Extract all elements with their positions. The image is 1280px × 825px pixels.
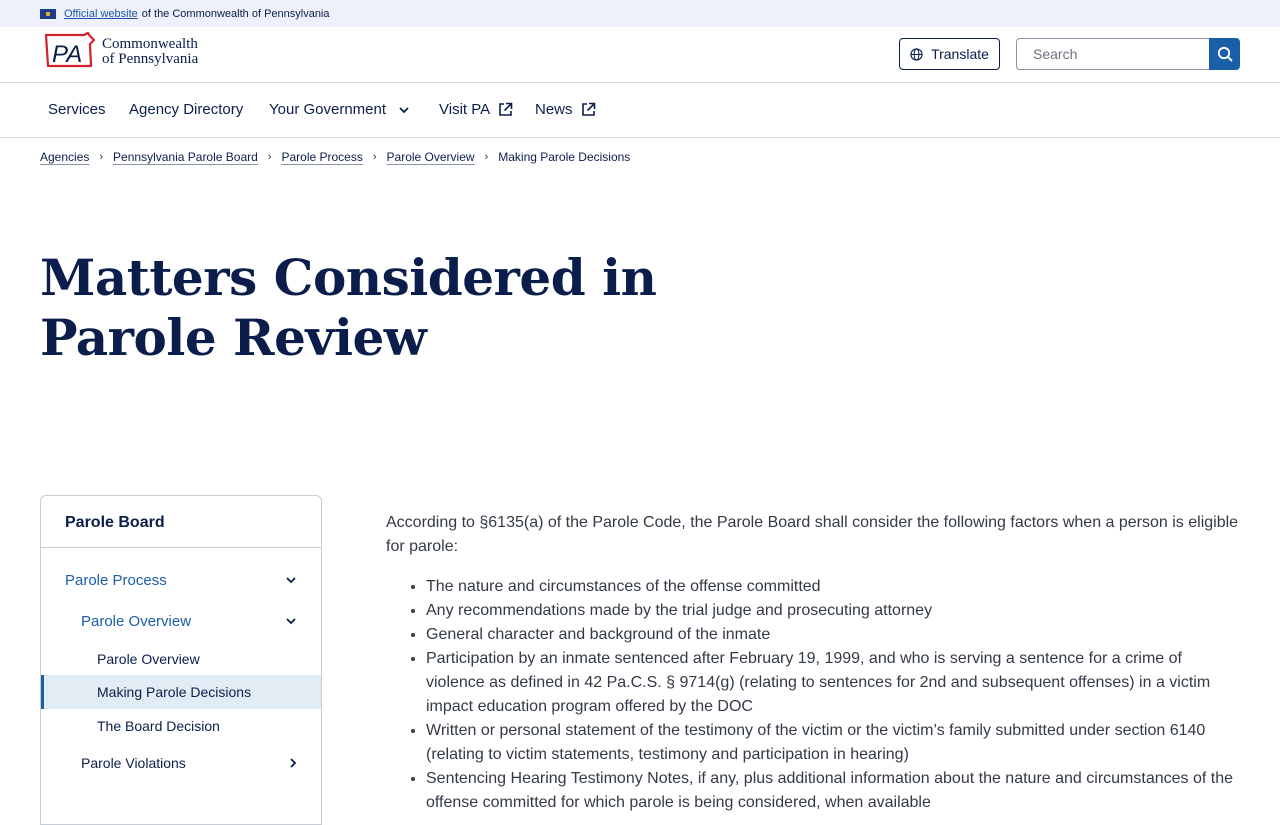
nav-item-visit-pa[interactable] [439,101,513,118]
page-title: Matters Considered in Parole Review [40,248,657,367]
side-nav [40,495,322,825]
nav-label: News [535,101,573,118]
official-banner-text: of the Commonwealth of Pennsylvania [141,7,330,20]
breadcrumb-current: Making Parole Decisions [498,150,631,164]
list-item: • Written or personal statement of the testimony of the victim or the victim’s family submitted under section 6140 (relating to victim statements, testimony and participation in hearing) [426,719,1240,767]
chevron-right-icon: › [99,151,104,163]
official-banner [0,0,1280,27]
nav-label: Services [48,101,106,118]
nav-item-news[interactable] [535,101,596,118]
search-box [1016,38,1240,70]
list-item: • The nature and circumstances of the offense committed [426,575,1240,599]
logo-line-1: Commonwealth [102,36,198,52]
side-item-label: The Board Decision [97,718,220,734]
search-icon [1217,46,1233,62]
side-item-label: Parole Violations [81,755,186,771]
chevron-right-icon: › [372,151,377,163]
external-link-icon [498,102,513,117]
logo-text [102,37,198,67]
chevron-down-icon [398,106,410,114]
search-button[interactable] [1209,38,1240,70]
side-item-making-parole-decisions[interactable] [41,675,321,709]
pa-logo[interactable] [44,32,198,72]
chevron-right-icon: › [267,151,272,163]
chevron-down-icon [285,617,297,625]
chevron-right-icon: › [484,151,489,163]
translate-button[interactable] [899,38,1000,70]
intro-paragraph: According to §6135(a) of the Parole Code, the Parole Board shall consider the following factors when a person is eligible for parole: [386,514,1239,555]
factors-list [386,575,1240,815]
side-item-board-decision[interactable] [41,714,321,738]
nav-item-services[interactable] [48,101,106,118]
side-item-label: Parole Overview [81,612,192,630]
nav-label: Your Government [269,101,387,118]
side-item-parole-violations[interactable] [41,751,321,775]
side-item-label: Parole Overview [97,651,200,667]
list-item: • Any recommendations made by the trial judge and prosecuting attorney [426,599,1240,623]
list-item: • Sentencing Hearing Testimony Notes, if any, plus additional information about the nature and circumstances of the offense committed for which parole is being considered, when available [426,767,1240,815]
breadcrumb-link[interactable]: Parole Process [281,150,363,164]
side-nav-title[interactable]: Parole Board [41,496,321,548]
breadcrumb-link[interactable]: Pennsylvania Parole Board [113,150,258,164]
chevron-down-icon [285,576,297,584]
external-link-icon [581,102,596,117]
chevron-right-icon [289,757,297,769]
side-item-label: Parole Process [65,571,167,589]
breadcrumb [40,150,630,164]
translate-label: Translate [931,46,989,62]
globe-icon [910,48,923,61]
list-item: • Participation by an inmate sentenced after February 19, 1999, and who is serving a sentence for a crime of violence as defined in 42 Pa.C.S. § 9714(g) (relating to sentences for 2nd and subsequent offenses) in a victim impact education program offered by the DOC [426,647,1240,719]
nav-item-agency-directory[interactable] [129,101,243,118]
logo-mark-text: PA [52,41,83,68]
flag-icon [40,9,56,19]
list-item: • General character and background of the inmate [426,623,1240,647]
side-item-parole-overview-group[interactable] [41,609,321,633]
side-item-label: Making Parole Decisions [97,684,252,700]
site-header [0,27,1280,83]
main-content [386,511,1240,815]
side-item-parole-process[interactable] [41,568,321,592]
official-website-link[interactable]: Official website [64,7,138,20]
logo-line-2: of Pennsylvania [102,51,199,67]
side-item-parole-overview[interactable] [41,647,321,671]
nav-label: Agency Directory [129,101,244,118]
pa-logo-icon [44,32,96,72]
breadcrumb-link[interactable]: Parole Overview [386,150,475,164]
breadcrumb-link[interactable]: Agencies [40,150,90,164]
nav-label: Visit PA [439,101,491,118]
search-input[interactable] [1016,38,1209,70]
main-nav [0,83,1280,138]
nav-item-your-government[interactable] [269,101,410,118]
